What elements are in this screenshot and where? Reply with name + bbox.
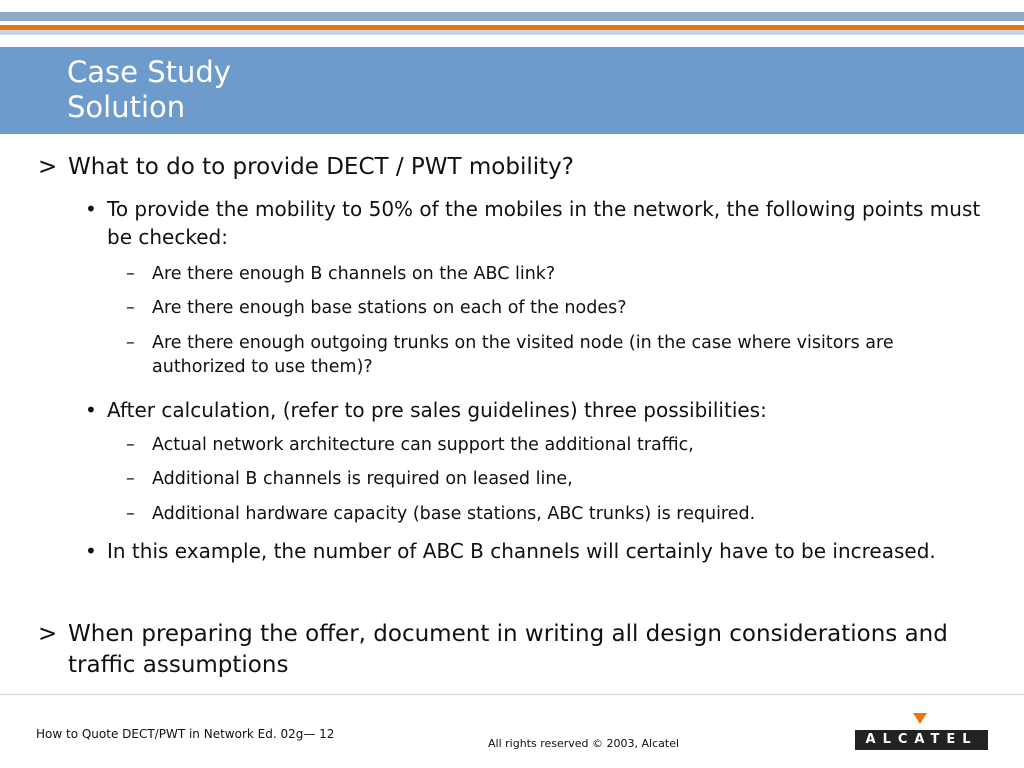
bullet-text: Additional B channels is required on leased line, — [152, 469, 573, 489]
bullet-marker: > — [38, 154, 58, 180]
bullet-marker: • — [85, 398, 97, 422]
slide-title — [67, 55, 231, 125]
top-stripe-blue — [0, 12, 1024, 21]
dash-marker: – — [126, 333, 135, 353]
slide-title-line-2: Solution — [67, 90, 186, 124]
bullet-text: When preparing the offer, document in writing all design considerations and traffic assumptions — [68, 621, 948, 678]
bullet-text: Additional hardware capacity (base stations, ABC trunks) is required. — [152, 504, 756, 524]
bullet-text: Are there enough base stations on each of the nodes? — [152, 298, 627, 318]
dash-marker: – — [126, 504, 135, 524]
bullet-level2 — [85, 396, 987, 424]
bullet-level3 — [126, 433, 972, 457]
bullet-level3 — [126, 262, 972, 286]
footer-course-info: How to Quote DECT/PWT in Network Ed. 02g— 12 — [36, 727, 335, 741]
bullet-text: After calculation, (refer to pre sales guidelines) three possibilities: — [107, 398, 767, 422]
dash-marker: – — [126, 435, 135, 455]
top-stripe-light — [0, 30, 1024, 35]
alcatel-logo-triangle-icon — [913, 713, 927, 724]
bullet-text: Are there enough outgoing trunks on the visited node (in the case where visitors are authorized to use them)? — [152, 333, 894, 377]
dash-marker: – — [126, 264, 135, 284]
bullet-text: In this example, the number of ABC B channels will certainly have to be increased. — [107, 539, 936, 563]
bullet-level3 — [126, 331, 972, 379]
alcatel-logo: ALCATEL — [855, 730, 988, 750]
bullet-marker: • — [85, 539, 97, 563]
slide-title-line-1: Case Study — [67, 55, 231, 89]
dash-marker: – — [126, 469, 135, 489]
bullet-text: Actual network architecture can support the additional traffic, — [152, 435, 694, 455]
bullet-text: What to do to provide DECT / PWT mobility? — [68, 154, 574, 180]
footer-divider — [0, 694, 1024, 695]
bullet-level2 — [85, 195, 987, 251]
bullet-level3 — [126, 296, 972, 320]
bullet-level3 — [126, 467, 972, 491]
bullet-level1 — [38, 152, 988, 183]
bullet-text: To provide the mobility to 50% of the mobiles in the network, the following points must be checked: — [107, 197, 981, 249]
bullet-level3 — [126, 502, 972, 526]
bullet-marker: > — [38, 621, 58, 647]
bullet-text: Are there enough B channels on the ABC link? — [152, 264, 556, 284]
bullet-level1 — [38, 619, 988, 681]
bullet-level2 — [85, 537, 987, 565]
footer-copyright: All rights reserved © 2003, Alcatel — [488, 737, 680, 750]
dash-marker: – — [126, 298, 135, 318]
bullet-marker: • — [85, 197, 97, 221]
